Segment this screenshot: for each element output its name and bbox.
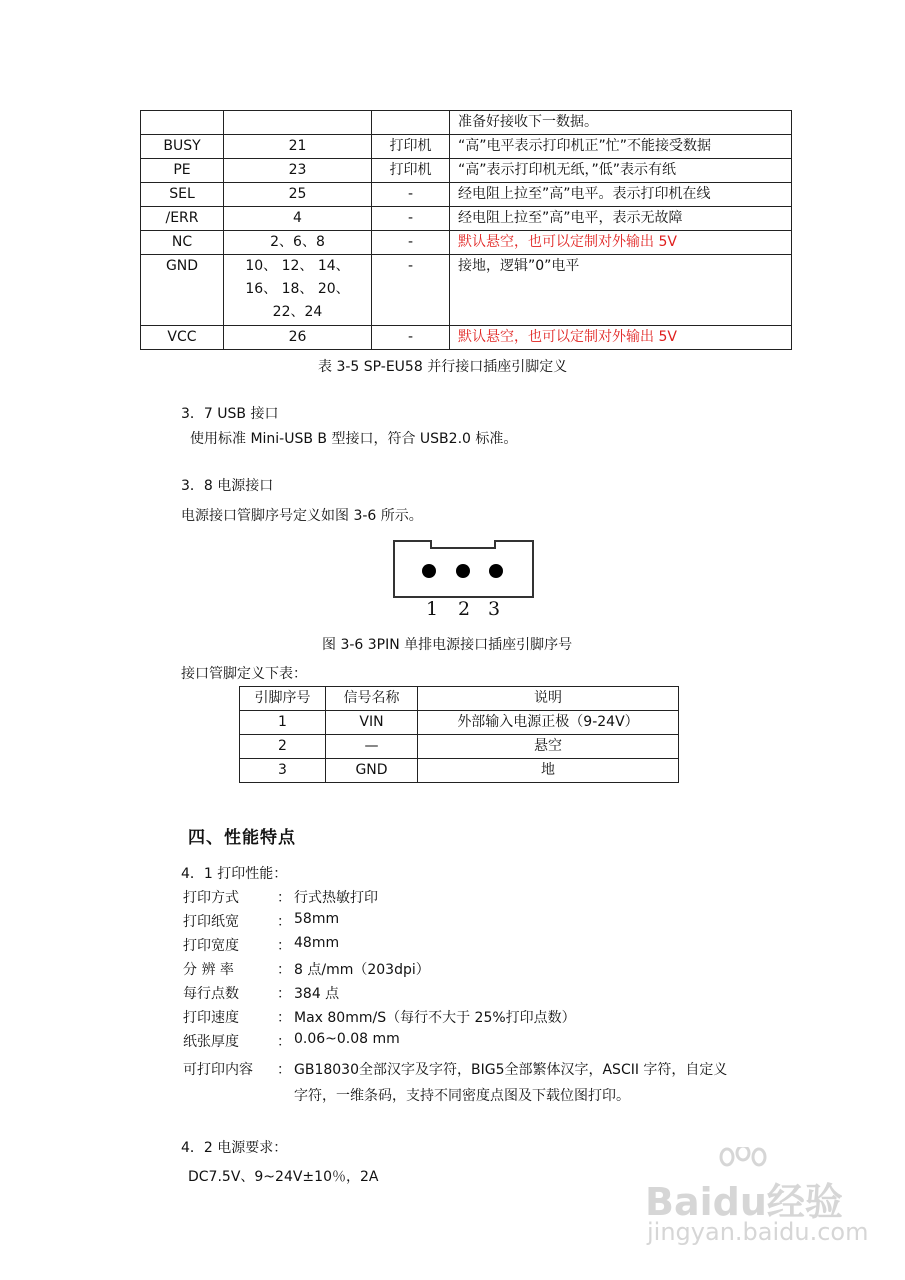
print-performance-heading: 4．1 打印性能：: [181, 866, 288, 882]
printable-content-continued: 字符，一维条码，支持不同密度点图及下载位图打印。: [294, 1088, 630, 1104]
spec-label: 打印速度: [183, 1010, 239, 1026]
spec-label: 可打印内容: [183, 1062, 253, 1078]
spec-value: GB18030全部汉字及字符，BIG5全部繁体汉字，ASCII 字符，自定义: [294, 1062, 728, 1078]
power-connector-heading: 3．8 电源接口: [181, 478, 274, 494]
power-requirement-heading: 4．2 电源要求：: [181, 1140, 288, 1156]
power-connector-text: 电源接口管脚序号定义如图 3-6 所示。: [181, 508, 423, 524]
parallel-pin-table: [140, 110, 792, 350]
pin-cell: 26: [224, 326, 372, 350]
description-cell: 准备好接收下一数据。: [450, 111, 792, 135]
spec-colon: ：: [277, 890, 291, 906]
pin-cell: 21: [224, 135, 372, 159]
source-cell: 打印机: [372, 135, 450, 159]
source-cell: -: [372, 207, 450, 231]
spec-label: 分 辨 率: [183, 962, 234, 978]
pin-1-dot: [422, 564, 436, 578]
spec-colon: ：: [277, 1010, 291, 1026]
pin-table-intro: 接口管脚定义下表：: [181, 666, 307, 682]
signal-name-cell: GND: [326, 759, 418, 783]
features-heading: 四、性能特点: [188, 828, 296, 848]
spec-value: 48mm: [294, 935, 340, 951]
watermark-brand: Baidu经验: [645, 1180, 843, 1224]
table-row-vcc: [141, 326, 792, 350]
pin-cell: 25: [224, 183, 372, 207]
table-row: [240, 735, 679, 759]
spec-value: 8 点/mm（203dpi）: [294, 962, 430, 978]
usb-heading: 3．7 USB 接口: [181, 406, 279, 422]
signal-name-cell: VIN: [326, 711, 418, 735]
pin-cell: 4: [224, 207, 372, 231]
spec-label: 打印方式: [183, 890, 239, 906]
pin-number-cell: 3: [240, 759, 326, 783]
spec-value: 0.06~0.08 mm: [294, 1031, 400, 1047]
description-cell: 地: [418, 759, 679, 783]
table-row: [141, 183, 792, 207]
spec-value: Max 80mm/S（每行不大于 25%打印点数）: [294, 1010, 576, 1026]
spec-value: 384 点: [294, 986, 340, 1002]
table-row: [141, 159, 792, 183]
pin-2-dot: [456, 564, 470, 578]
table-row: [240, 711, 679, 735]
spec-colon: ：: [277, 962, 291, 978]
spec-colon: ：: [277, 1034, 291, 1050]
pin-1-number: 1: [426, 598, 439, 620]
signal-cell: GND: [141, 255, 224, 326]
spec-colon: ：: [277, 938, 291, 954]
description-cell: 默认悬空，也可以定制对外输出 5V: [450, 231, 792, 255]
pin-cell: [224, 255, 372, 326]
source-cell: -: [372, 326, 450, 350]
power-pin-table: [239, 686, 679, 783]
power-table-header: [240, 687, 679, 711]
spec-colon: ：: [277, 914, 291, 930]
pin-line: 10、 12、 14、: [245, 258, 350, 274]
table-3-5-caption: 表 3-5 SP-EU58 并行接口插座引脚定义: [318, 359, 568, 375]
pin-number-cell: 2: [240, 735, 326, 759]
figure-3-6-caption: 图 3-6 3PIN 单排电源接口插座引脚序号: [322, 637, 573, 653]
spec-label: 纸张厚度: [183, 1034, 239, 1050]
watermark-url: jingyan.baidu.com: [647, 1218, 869, 1246]
source-cell: -: [372, 231, 450, 255]
spec-label: 打印纸宽: [183, 914, 239, 930]
table-row-gnd: [141, 255, 792, 326]
description-cell: 接地，逻辑”0”电平: [450, 255, 792, 326]
table-row: [141, 135, 792, 159]
spec-label: 每行点数: [183, 986, 239, 1002]
source-cell: 打印机: [372, 159, 450, 183]
spec-value: 行式热敏打印: [294, 890, 378, 906]
description-cell: 外部输入电源正极（9-24V）: [418, 711, 679, 735]
pin-number-cell: 1: [240, 711, 326, 735]
pin-3-dot: [489, 564, 503, 578]
table-row: [141, 111, 792, 135]
pin-cell: 23: [224, 159, 372, 183]
spec-colon: ：: [277, 1062, 291, 1078]
pin-line: 22、24: [272, 304, 323, 320]
spec-colon: ：: [277, 986, 291, 1002]
description-cell: “高”表示打印机无纸，”低”表示有纸: [450, 159, 792, 183]
table-row: [141, 231, 792, 255]
spec-label: 打印宽度: [183, 938, 239, 954]
signal-cell: PE: [141, 159, 224, 183]
description-cell: 悬空: [418, 735, 679, 759]
connector-key-tab: [430, 540, 496, 549]
signal-cell: SEL: [141, 183, 224, 207]
signal-name-cell: —: [326, 735, 418, 759]
source-cell: -: [372, 255, 450, 326]
pin-cell: 2、6、8: [224, 231, 372, 255]
description-cell: 经电阻上拉至”高”电平。表示打印机在线: [450, 183, 792, 207]
description-cell: “高”电平表示打印机正”忙”不能接受数据: [450, 135, 792, 159]
header-signal-name: 信号名称: [326, 687, 418, 711]
source-cell: [372, 111, 450, 135]
signal-cell: VCC: [141, 326, 224, 350]
header-description: 说明: [418, 687, 679, 711]
header-pin-number: 引脚序号: [240, 687, 326, 711]
signal-cell: BUSY: [141, 135, 224, 159]
description-cell: 默认悬空，也可以定制对外输出 5V: [450, 326, 792, 350]
signal-cell: /ERR: [141, 207, 224, 231]
power-requirement-value: DC7.5V、9~24V±10％，2A: [188, 1169, 379, 1185]
signal-cell: NC: [141, 231, 224, 255]
description-cell: 经电阻上拉至”高”电平，表示无故障: [450, 207, 792, 231]
source-cell: -: [372, 183, 450, 207]
pin-3-number: 3: [488, 598, 501, 620]
table-row: [240, 759, 679, 783]
pin-2-number: 2: [458, 598, 471, 620]
usb-text: 使用标准 Mini-USB B 型接口，符合 USB2.0 标准。: [190, 431, 518, 447]
pin-line: 16、 18、 20、: [245, 281, 350, 297]
table-row: [141, 207, 792, 231]
signal-cell: [141, 111, 224, 135]
spec-value: 58mm: [294, 911, 340, 927]
pin-cell: [224, 111, 372, 135]
